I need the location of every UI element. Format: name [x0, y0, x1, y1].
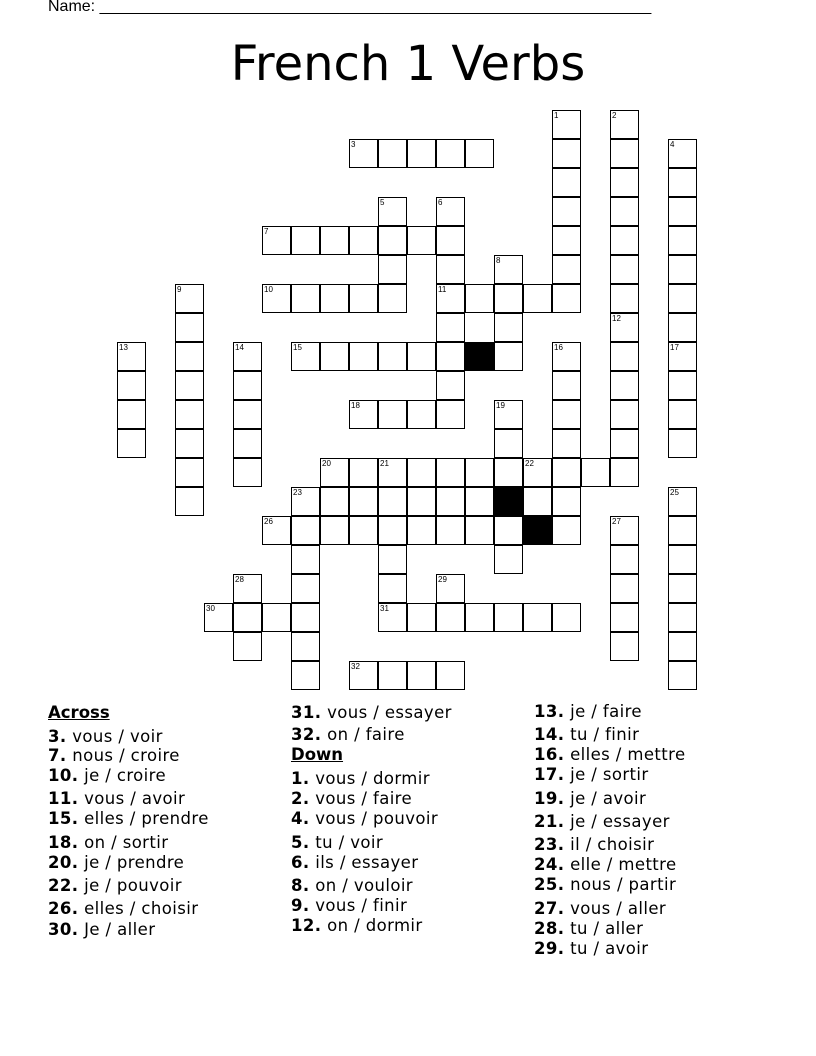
- crossword-cell[interactable]: [552, 110, 581, 139]
- crossword-cell[interactable]: [668, 429, 697, 458]
- crossword-cell[interactable]: [668, 168, 697, 197]
- crossword-cell[interactable]: [610, 342, 639, 371]
- crossword-cell[interactable]: [320, 516, 349, 545]
- crossword-cell[interactable]: [668, 197, 697, 226]
- crossword-cell[interactable]: [610, 168, 639, 197]
- crossword-cell[interactable]: [320, 342, 349, 371]
- crossword-cell[interactable]: [436, 342, 465, 371]
- crossword-cell[interactable]: [494, 313, 523, 342]
- clue-number: 29: [438, 575, 447, 584]
- clue-down: 12. on / dormir: [291, 916, 423, 935]
- clue-number: 7: [264, 227, 269, 236]
- crossword-cell[interactable]: [610, 429, 639, 458]
- clue-down: 23. il / choisir: [534, 835, 655, 854]
- crossword-cell[interactable]: [552, 226, 581, 255]
- crossword-cell[interactable]: [610, 400, 639, 429]
- crossword-cell[interactable]: [436, 313, 465, 342]
- crossword-cell[interactable]: [233, 632, 262, 661]
- clue-across: 7. nous / croire: [48, 746, 180, 765]
- clue-down: 13. je / faire: [534, 702, 642, 721]
- crossword-cell[interactable]: [436, 284, 465, 313]
- crossword-cell[interactable]: [523, 458, 552, 487]
- crossword-cell[interactable]: [378, 661, 407, 690]
- clue-down: 16. elles / mettre: [534, 745, 686, 764]
- crossword-cell[interactable]: [291, 516, 320, 545]
- clue-across: 30. Je / aller: [48, 920, 156, 939]
- clue-number: 25: [670, 488, 679, 497]
- crossword-cell[interactable]: [610, 284, 639, 313]
- clue-down: 6. ils / essayer: [291, 853, 419, 872]
- clue-down: 14. tu / finir: [534, 725, 640, 744]
- crossword-cell[interactable]: [494, 458, 523, 487]
- crossword-cell[interactable]: [233, 371, 262, 400]
- down-heading: Down: [291, 745, 344, 764]
- crossword-cell[interactable]: [552, 429, 581, 458]
- crossword-cell[interactable]: [291, 545, 320, 574]
- crossword-cell[interactable]: [552, 168, 581, 197]
- crossword-cell[interactable]: [349, 458, 378, 487]
- crossword-cell[interactable]: [291, 661, 320, 690]
- crossword-cell[interactable]: [378, 545, 407, 574]
- crossword-cell[interactable]: [233, 603, 262, 632]
- crossword-cell[interactable]: [175, 371, 204, 400]
- crossword-cell[interactable]: [349, 487, 378, 516]
- crossword-cell[interactable]: [349, 400, 378, 429]
- crossword-cell[interactable]: [233, 429, 262, 458]
- crossword-cell[interactable]: [610, 313, 639, 342]
- clue-number: 1: [554, 111, 559, 120]
- crossword-cell[interactable]: [378, 400, 407, 429]
- crossword-cell[interactable]: [175, 400, 204, 429]
- crossword-cell[interactable]: [494, 400, 523, 429]
- crossword-cell[interactable]: [117, 429, 146, 458]
- crossword-cell[interactable]: [117, 371, 146, 400]
- clue-across: 32. on / faire: [291, 725, 405, 744]
- crossword-cell[interactable]: [291, 342, 320, 371]
- crossword-cell[interactable]: [610, 139, 639, 168]
- crossword-cell[interactable]: [610, 545, 639, 574]
- across-heading: Across: [48, 703, 110, 722]
- crossword-cell[interactable]: [378, 139, 407, 168]
- crossword-cell[interactable]: [262, 603, 291, 632]
- crossword-cell[interactable]: [610, 110, 639, 139]
- crossword-cell[interactable]: [175, 342, 204, 371]
- clue-number: 31: [380, 604, 389, 613]
- clue-number: 6: [438, 198, 443, 207]
- crossword-cell[interactable]: [349, 516, 378, 545]
- crossword-cell[interactable]: [349, 139, 378, 168]
- crossword-cell[interactable]: [378, 226, 407, 255]
- crossword-cell[interactable]: [204, 603, 233, 632]
- crossword-cell[interactable]: [494, 429, 523, 458]
- crossword-cell[interactable]: [233, 400, 262, 429]
- clue-down: 8. on / vouloir: [291, 876, 413, 895]
- crossword-cell[interactable]: [378, 487, 407, 516]
- clue-number: 20: [322, 459, 331, 468]
- crossword-cell[interactable]: [175, 458, 204, 487]
- crossword-cell[interactable]: [436, 516, 465, 545]
- crossword-cell[interactable]: [494, 603, 523, 632]
- crossword-cell[interactable]: [610, 255, 639, 284]
- clue-number: 27: [612, 517, 621, 526]
- crossword-cell[interactable]: [552, 371, 581, 400]
- crossword-cell[interactable]: [552, 255, 581, 284]
- clue-across: 18. on / sortir: [48, 833, 169, 852]
- crossword-cell[interactable]: [436, 226, 465, 255]
- clue-number: 30: [206, 604, 215, 613]
- crossword-cell[interactable]: [436, 574, 465, 603]
- crossword-cell[interactable]: [552, 516, 581, 545]
- crossword-cell[interactable]: [378, 197, 407, 226]
- crossword-cell[interactable]: [349, 342, 378, 371]
- crossword-cell[interactable]: [233, 342, 262, 371]
- crossword-cell[interactable]: [436, 487, 465, 516]
- crossword-cell[interactable]: [436, 139, 465, 168]
- clue-number: 5: [380, 198, 385, 207]
- crossword-cell[interactable]: [349, 284, 378, 313]
- crossword-cell[interactable]: [523, 487, 552, 516]
- crossword-cell[interactable]: [494, 516, 523, 545]
- crossword-cell[interactable]: [668, 574, 697, 603]
- crossword-cell[interactable]: [175, 429, 204, 458]
- clue-number: 9: [177, 285, 182, 294]
- crossword-cell[interactable]: [320, 284, 349, 313]
- clue-number: 14: [235, 343, 244, 352]
- clue-down: 5. tu / voir: [291, 833, 384, 852]
- crossword-cell[interactable]: [436, 661, 465, 690]
- crossword-cell[interactable]: [320, 458, 349, 487]
- crossword-cell[interactable]: [436, 255, 465, 284]
- crossword-cell[interactable]: [610, 516, 639, 545]
- crossword-cell[interactable]: [494, 545, 523, 574]
- clue-across: 26. elles / choisir: [48, 899, 199, 918]
- crossword-cell[interactable]: [668, 516, 697, 545]
- clue-number: 8: [496, 256, 501, 265]
- crossword-cell[interactable]: [407, 516, 436, 545]
- clue-number: 21: [380, 459, 389, 468]
- clue-down: 2. vous / faire: [291, 789, 413, 808]
- clue-number: 3: [351, 140, 356, 149]
- clue-down: 27. vous / aller: [534, 899, 667, 918]
- crossword-cell[interactable]: [668, 371, 697, 400]
- clue-number: 28: [235, 575, 244, 584]
- clue-number: 32: [351, 662, 360, 671]
- crossword-cell[interactable]: [320, 226, 349, 255]
- crossword-cell[interactable]: [349, 226, 378, 255]
- crossword-cell[interactable]: [436, 197, 465, 226]
- crossword-cell[interactable]: [668, 400, 697, 429]
- crossword-cell[interactable]: [668, 139, 697, 168]
- clue-down: 29. tu / avoir: [534, 939, 649, 958]
- crossword-cell[interactable]: [262, 226, 291, 255]
- clue-across: 11. vous / avoir: [48, 789, 186, 808]
- crossword-cell[interactable]: [465, 516, 494, 545]
- crossword-cell[interactable]: [610, 197, 639, 226]
- crossword-cell[interactable]: [668, 603, 697, 632]
- crossword-cell[interactable]: [552, 458, 581, 487]
- crossword-cell[interactable]: [407, 661, 436, 690]
- crossword-cell[interactable]: [610, 603, 639, 632]
- clue-column-2: [291, 700, 521, 960]
- crossword-cell[interactable]: [291, 574, 320, 603]
- crossword-cell[interactable]: [349, 661, 378, 690]
- crossword-cell[interactable]: [291, 632, 320, 661]
- clue-down: 21. je / essayer: [534, 812, 670, 831]
- crossword-cell[interactable]: [552, 603, 581, 632]
- crossword-cell[interactable]: [494, 255, 523, 284]
- clue-column-3: [534, 700, 774, 970]
- crossword-cell[interactable]: [117, 400, 146, 429]
- crossword-cell[interactable]: [175, 284, 204, 313]
- crossword-cell[interactable]: [262, 284, 291, 313]
- clue-across: 20. je / prendre: [48, 853, 185, 872]
- crossword-cell[interactable]: [407, 487, 436, 516]
- clue-number: 11: [438, 285, 447, 294]
- page-title: French 1 Verbs: [230, 36, 586, 92]
- clue-down: 1. vous / dormir: [291, 769, 430, 788]
- crossword-cell[interactable]: [465, 603, 494, 632]
- crossword-cell[interactable]: [610, 371, 639, 400]
- crossword-cell[interactable]: [117, 342, 146, 371]
- crossword-cell[interactable]: [436, 458, 465, 487]
- crossword-cell[interactable]: [175, 313, 204, 342]
- crossword-cell[interactable]: [233, 574, 262, 603]
- crossword-cell[interactable]: [320, 487, 349, 516]
- crossword-cell[interactable]: [668, 487, 697, 516]
- crossword-cell[interactable]: [552, 342, 581, 371]
- crossword-cell[interactable]: [291, 226, 320, 255]
- name-line[interactable]: Name: ______________________________________________________________: [48, 0, 652, 15]
- crossword-cell[interactable]: [262, 516, 291, 545]
- crossword-cell[interactable]: [465, 458, 494, 487]
- crossword-cell[interactable]: [610, 226, 639, 255]
- crossword-cell[interactable]: [407, 458, 436, 487]
- crossword-cell[interactable]: [523, 603, 552, 632]
- clue-across: 22. je / pouvoir: [48, 876, 182, 895]
- crossword-cell[interactable]: [378, 603, 407, 632]
- crossword-cell[interactable]: [407, 342, 436, 371]
- crossword-cell[interactable]: [175, 487, 204, 516]
- clue-down: 19. je / avoir: [534, 789, 647, 808]
- clue-number: 16: [554, 343, 563, 352]
- crossword-cell[interactable]: [378, 458, 407, 487]
- crossword-cell[interactable]: [436, 400, 465, 429]
- black-square: [523, 516, 552, 545]
- clue-number: 10: [264, 285, 273, 294]
- crossword-cell[interactable]: [552, 197, 581, 226]
- crossword-cell[interactable]: [465, 139, 494, 168]
- clue-number: 12: [612, 314, 621, 323]
- black-square: [494, 487, 523, 516]
- clue-number: 2: [612, 111, 617, 120]
- crossword-cell[interactable]: [668, 284, 697, 313]
- crossword-cell[interactable]: [668, 313, 697, 342]
- crossword-cell[interactable]: [552, 139, 581, 168]
- clue-across: 31. vous / essayer: [291, 703, 452, 722]
- crossword-cell[interactable]: [523, 284, 552, 313]
- clue-number: 18: [351, 401, 360, 410]
- crossword-cell[interactable]: [668, 342, 697, 371]
- clue-across: 15. elles / prendre: [48, 809, 209, 828]
- crossword-cell[interactable]: [378, 255, 407, 284]
- crossword-cell[interactable]: [494, 342, 523, 371]
- clue-down: 25. nous / partir: [534, 875, 677, 894]
- clue-number: 26: [264, 517, 273, 526]
- crossword-cell[interactable]: [436, 603, 465, 632]
- crossword-cell[interactable]: [378, 342, 407, 371]
- clue-across: 3. vous / voir: [48, 727, 163, 746]
- crossword-cell[interactable]: [668, 545, 697, 574]
- clue-number: 19: [496, 401, 505, 410]
- crossword-cell[interactable]: [610, 574, 639, 603]
- crossword-cell[interactable]: [668, 226, 697, 255]
- clue-down: 28. tu / aller: [534, 919, 644, 938]
- crossword-cell[interactable]: [436, 371, 465, 400]
- crossword-cell[interactable]: [465, 284, 494, 313]
- crossword-cell[interactable]: [407, 603, 436, 632]
- crossword-cell[interactable]: [291, 487, 320, 516]
- clue-number: 17: [670, 343, 679, 352]
- crossword-cell[interactable]: [552, 487, 581, 516]
- clue-down: 9. vous / finir: [291, 896, 408, 915]
- clue-down: 4. vous / pouvoir: [291, 809, 439, 828]
- clue-column-1: [48, 700, 278, 960]
- crossword-cell[interactable]: [291, 603, 320, 632]
- crossword-cell[interactable]: [407, 400, 436, 429]
- crossword-cell[interactable]: [378, 516, 407, 545]
- crossword-cell[interactable]: [610, 458, 639, 487]
- crossword-cell[interactable]: [291, 284, 320, 313]
- crossword-cell[interactable]: [233, 458, 262, 487]
- crossword-cell[interactable]: [668, 255, 697, 284]
- clue-across: 10. je / croire: [48, 766, 167, 785]
- clue-number: 4: [670, 140, 675, 149]
- clue-down: 24. elle / mettre: [534, 855, 677, 874]
- clue-number: 22: [525, 459, 534, 468]
- black-square: [465, 342, 494, 371]
- clue-number: 13: [119, 343, 128, 352]
- crossword-cell[interactable]: [407, 139, 436, 168]
- crossword-cell[interactable]: [610, 632, 639, 661]
- crossword-cell[interactable]: [668, 661, 697, 690]
- crossword-cell[interactable]: [552, 400, 581, 429]
- clue-down: 17. je / sortir: [534, 765, 649, 784]
- clue-number: 23: [293, 488, 302, 497]
- crossword-cell[interactable]: [581, 458, 610, 487]
- crossword-cell[interactable]: [552, 284, 581, 313]
- crossword-cell[interactable]: [407, 226, 436, 255]
- clue-number: 15: [293, 343, 302, 352]
- crossword-cell[interactable]: [378, 284, 407, 313]
- crossword-cell[interactable]: [494, 284, 523, 313]
- crossword-cell[interactable]: [465, 487, 494, 516]
- crossword-cell[interactable]: [668, 632, 697, 661]
- crossword-cell[interactable]: [378, 574, 407, 603]
